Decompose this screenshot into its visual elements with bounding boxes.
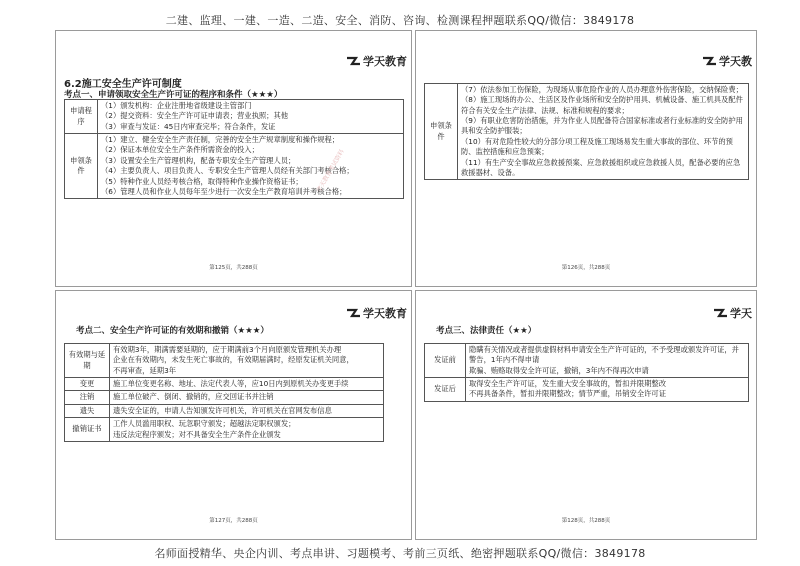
point-title: 考点二、安全生产许可证的有效期和撤销（★★★） [76,326,269,336]
content-line: （1）建立、健全安全生产责任制，完善的安全生产规章制度和操作规程； [101,135,340,145]
row-content [466,344,749,378]
point-title: 考点一、申请领取安全生产许可证的程序和条件（★★★） [64,90,283,100]
page-125 [55,30,412,287]
content-line: （8）施工现场的办公、生活区及作业场所和安全防护用具、机械设备、施工机具及配件符合有关安全生产法律、法规、标准和规程的要求； [461,95,743,115]
table-row [65,134,404,199]
section-title: 6.2施工安全生产许可制度 [64,79,182,90]
page-number: 第126页，共288页 [561,265,611,271]
content-line: 取得安全生产许可证，发生重大安全事故的，暂扣并限期整改 [469,379,667,389]
brand-logo [347,305,407,321]
row-content [98,100,404,134]
logo-icon [714,308,727,318]
row-header: 有效期与延期 [65,344,110,378]
content-line: （5）特种作业人员经考核合格，取得特种作业操作资格证书； [101,176,303,186]
content-line: 工作人员滥用职权、玩忽职守颁发；超越法定职权颁发； [113,419,296,429]
table-row [65,404,384,417]
content-table [64,343,384,442]
row-content [110,404,384,417]
page-number: 第128页，共288页 [561,518,611,524]
logo-text: 学天教育 [363,307,407,320]
row-header: 发证前 [425,344,466,378]
page-127 [55,290,412,540]
content-line: （2）提交资料：安全生产许可证申请表；营业执照；其他 [101,111,289,121]
row-header: 发证后 [425,378,466,402]
row-content [110,378,384,391]
content-line: 隐瞒有关情况或者提供虚假材料申请安全生产许可证的，不予受理或颁发许可证，并警告，1年内不得申请 [469,345,739,365]
table-row [425,378,749,402]
content-line: 欺骗、贿赂取得安全许可证，撤销，3年内不得再次申请 [469,365,649,375]
content-line: （3）设置安全生产管理机构，配备专职安全生产管理人员； [101,155,296,165]
top-banner: 二建、监理、一建、一造、二造、安全、消防、咨询、检测课程押题联系QQ/微信：3849178 [165,14,635,27]
content-table [64,99,404,199]
logo-text: 学天教 [719,55,752,68]
brand-logo [714,305,752,321]
row-header: 申领条件 [425,84,458,180]
point-title: 考点三、法律责任（★★） [436,326,537,336]
row-header: 申领条件 [65,134,98,199]
row-content [110,344,384,378]
page-number: 第125页，共288页 [209,265,258,271]
content-table [424,343,749,402]
table-row [425,344,749,378]
content-line: 违反法定程序颁发；对不具备安全生产条件企业颁发 [113,429,281,439]
content-line: （4）主要负责人、项目负责人、专职安全生产管理人员经有关部门考核合格； [101,166,354,176]
table-row [65,391,384,404]
brand-logo [703,53,752,69]
page-128 [415,290,757,540]
content-table [424,83,749,180]
logo-icon [703,56,716,66]
row-content [98,134,404,199]
bottom-banner: 名师面授精华、央企内训、考点串讲、习题模考、考前三页纸、绝密押题联系QQ/微信：3849178 [154,547,646,560]
table-row [65,100,404,134]
table-row [65,378,384,391]
content-line: 企业在有效期内，未发生死亡事故的，有效期届满时，经原发证机关同意， [113,355,354,365]
table-row [65,344,384,378]
content-line: 不再审查，延期3年 [113,365,177,375]
content-line: （2）保证本单位安全生产条件所需资金的投入； [101,145,259,155]
content-line: 遗失安全证的，申请人告知颁发许可机关，许可机关在官网发布信息 [113,405,332,415]
content-line: （9）有职业危害防治措施，并为作业人员配备符合国家标准或者行业标准的安全防护用具和安全防护服装； [461,116,743,136]
content-line: 施工单位变更名称、地址、法定代表人等，应10日内到原机关办变更手续 [113,379,349,389]
row-content [466,378,749,402]
row-header: 变更 [65,378,110,391]
content-line: 有效期3年，期满需要延期的，应于期满前3个月向原颁发管理机关办理 [113,345,342,354]
row-content [110,418,384,442]
row-content [458,84,749,180]
logo-icon [347,308,360,318]
content-line: （11）有生产安全事故应急救援预案、应急救援组织或应急救援人员，配备必要的应急救援器材、设备。 [461,157,741,177]
page-number: 第127页，共288页 [209,518,258,524]
content-line: （1）颁发机构：企业注册地省级建设主管部门 [101,101,252,110]
content-line: （7）依法参加工伤保险，为现场从事危险作业的人员办理意外伤害保险，交纳保险费； [461,85,743,94]
row-header: 遗失 [65,404,110,417]
row-header: 撤销证书 [65,418,110,442]
content-line: 不再具备条件，暂扣并限期整改；情节严重，吊销安全许可证 [469,389,667,399]
row-content [110,391,384,404]
logo-text: 学天教育 [363,55,407,68]
logo-text: 学天 [730,307,752,320]
content-line: （10）有对危险性较大的分部分项工程及施工现场易发生重大事故的部位、环节的预防、监控措施和应急预案； [461,136,733,157]
content-line: 施工单位破产、倒闭、撤销的，应交回证书并注销 [113,392,274,402]
row-header: 申请程序 [65,100,98,134]
content-line: （3）审查与发证：45日内审查完毕；符合条件，发证 [101,121,276,131]
table-row [65,418,384,442]
page-126 [415,30,757,287]
logo-icon [347,56,360,66]
content-line: （6）管理人员和作业人员每年至少进行一次安全生产教育培训并考核合格； [101,186,347,196]
brand-logo [347,53,407,69]
table-row [425,84,749,180]
watermark-stamp: 学天教育考试资料 [315,148,346,194]
row-header: 注销 [65,391,110,404]
